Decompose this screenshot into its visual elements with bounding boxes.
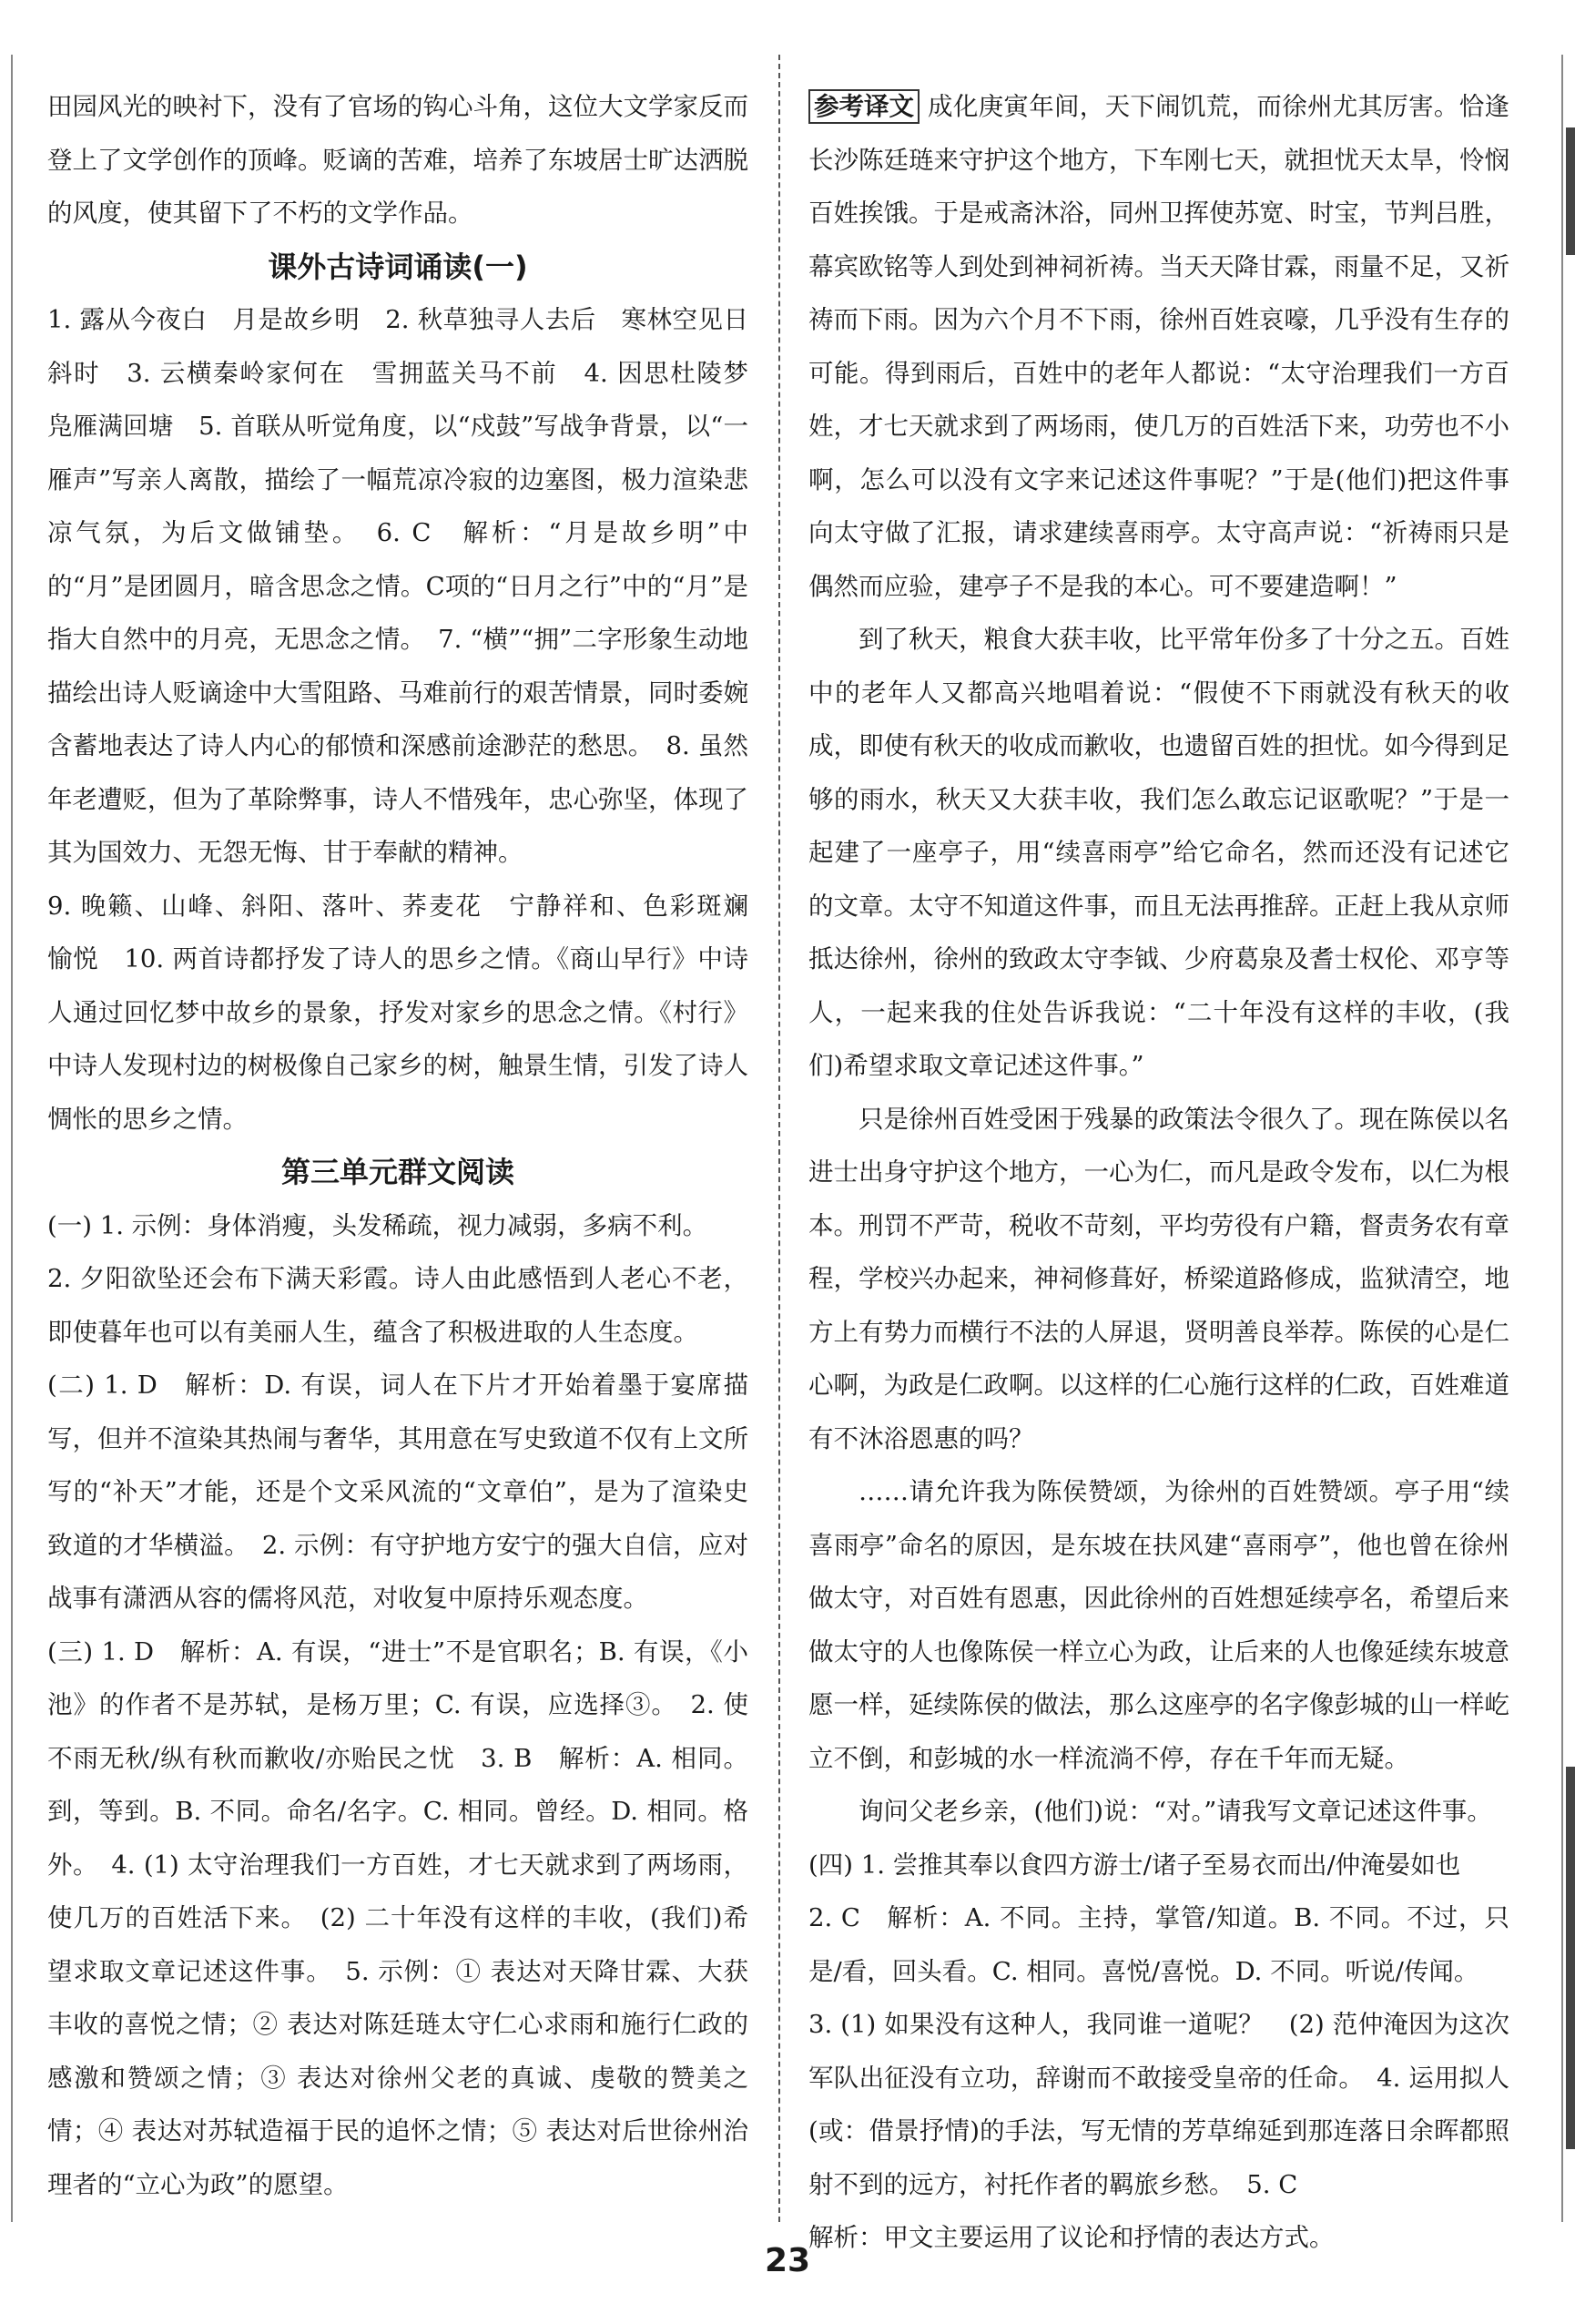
- right-column: [808, 80, 1509, 2265]
- right-part4-q3-5: 3. (1) 如果没有这种人，我同谁一道呢？ (2) 范仲淹因为这次军队出征没有立功，辞谢而不敢接受皇帝的任命。 4. 运用拟人(或：借景抒情)的手法，写无情的芳草绵延到那连落日余晖都照射不到的远方，衬托作者的羁旅乡愁。 5. C: [808, 2010, 1509, 2199]
- left-paragraph-part2: (二) 1. D 解析：D. 有误，词人在下片才开始着墨于宴席描写，但并不渲染其热闹与奢华，其用意在写史致道不仅有上文所写的“补天”才能，还是个文采风流的“文章伯”，是为了渲染史致道的才华横溢。 2. 示例：有守护地方安宁的强大自信，应对战事有潇洒从容的儒将风范，对收复中原持乐观态度。: [47, 1371, 748, 1613]
- left-paragraph-answers-9-10: 9. 晚籁、山峰、斜阳、落叶、荞麦花 宁静祥和、色彩斑斓 愉悦 10. 两首诗都抒发了诗人的思乡之情。《商山早行》中诗人通过回忆梦中故乡的景象，抒发对家乡的思念之情。《村行》中诗人发现村边的树极像自己家乡的树，触景生情，引发了诗人惆怅的思乡之情。: [47, 891, 774, 1134]
- section-title-poetry: 课外古诗词诵读(一): [268, 249, 528, 284]
- right-part4-q2: 2. C 解析：A. 不同。主持，掌管/知道。B. 不同。不过，只是/看，回头看。C. 相同。喜悦/喜悦。D. 不同。听说/传闻。: [808, 1903, 1509, 1986]
- edge-mark-top: [1566, 127, 1575, 255]
- right-part4-q1: (四) 1. 尝推其奉以食四方游士/诸子至易衣而出/仲淹晏如也: [808, 1850, 1461, 1880]
- right-translation-p5: 询问父老乡亲，(他们)说：“对。”请我写文章记述这件事。: [859, 1797, 1492, 1826]
- edge-mark-bottom: [1566, 1767, 1575, 2149]
- reference-translation-tag: 参考译文: [808, 89, 920, 124]
- left-paragraph-part1-q2: 2. 夕阳欲坠还会布下满天彩霞。诗人由此感悟到人老心不老，即使暮年也可以有美丽人生，蕴含了积极进取的人生态度。: [47, 1264, 748, 1347]
- right-translation-p1: [808, 80, 1509, 613]
- right-part4-analysis: 解析：甲文主要运用了议论和抒情的表达方式。: [808, 2223, 1335, 2252]
- section-title-unit3: 第三单元群文阅读: [280, 1155, 514, 1189]
- left-paragraph-intro: 田园风光的映衬下，没有了官场的钩心斗角，这位大文学家反而登上了文学创作的顶峰。贬谪的苦难，培养了东坡居士旷达洒脱的风度，使其留下了不朽的文学作品。: [47, 92, 748, 228]
- right-translation-p3: 只是徐州百姓受困于残暴的政策法令很久了。现在陈侯以名进士出身守护这个地方，一心为仁，而凡是政令发布，以仁为根本。刑罚不严苛，税收不苛刻，平均劳役有户籍，督责务农有章程，学校兴办起来，神祠修葺好，桥梁道路修成，监狱清空，地方上有势力而横行不法的人屏退，贤明善良举荐。陈侯的心是仁心啊，为政是仁政啊。以这样的仁心施行这样的仁政，百姓难道有不沐浴恩惠的吗？: [808, 1104, 1509, 1453]
- left-paragraph-answers-1-8: 1. 露从今夜白 月是故乡明 2. 秋草独寻人去后 寒林空见日斜时 3. 云横秦岭家何在 雪拥蓝关马不前 4. 因思杜陵梦 凫雁满回塘 5. 首联从听觉角度，以“戍鼓”写战争背景，以“一雁声”写亲人离散，描绘了一幅荒凉冷寂的边塞图，极力渲染悲凉气氛，为后文做铺垫。 6. C 解析：“月是故乡明”中的“月”是团圆月，暗含思念之情。C项的“日月之行”中的“月”是指大自然中的月亮，无思念之情。 7. “横”“拥”二字形象生动地描绘出诗人贬谪途中大雪阻路、马难前行的艰苦情景，同时委婉含蓄地表达了诗人内心的郁愤和深感前途渺茫的愁思。 8. 虽然年老遭贬，但为了革除弊事，诗人不惜残年，忠心弥坚，体现了其为国效力、无怨无悔、甘于奉献的精神。: [47, 305, 774, 867]
- left-page-rule: [11, 55, 13, 2222]
- right-translation-p4: ……请允许我为陈侯赞颂，为徐州的百姓赞颂。亭子用“续喜雨亭”命名的原因，是东坡在扶风建“喜雨亭”，他也曾在徐州做太守，对百姓有恩惠，因此徐州的百姓想延续亭名，希望后来做太守的人也像陈侯一样立心为政，让后来的人也像延续东坡意愿一样，延续陈侯的做法，那么这座亭的名字像彭城的山一样屹立不倒，和彭城的水一样流淌不停，存在千年而无疑。: [808, 1477, 1509, 1773]
- translation-text-1: 成化庚寅年间，天下闹饥荒，而徐州尤其厉害。恰逢长沙陈廷琏来守护这个地方，下车刚七天，就担忧天太旱，怜悯百姓挨饿。于是戒斋沐浴，同州卫挥使苏宽、时宝，节判吕胜，幕宾欧铭等人到处到神祠祈祷。当天天降甘霖，雨量不足，又祈祷而下雨。因为六个月不下雨，徐州百姓哀嚎，几乎没有生存的可能。得到雨后，百姓中的老年人都说：“太守治理我们一方百姓，才七天就求到了两场雨，使几万的百姓活下来，功劳也不小啊，怎么可以没有文字来记述这件事呢？”于是(他们)把这件事向太守做了汇报，请求建续喜雨亭。太守高声说：“祈祷雨只是偶然而应验，建亭子不是我的本心。可不要建造啊！”: [808, 92, 1510, 601]
- left-column: [47, 80, 774, 2211]
- left-paragraph-part1-q1: (一) 1. 示例：身体消瘦，头发稀疏，视力减弱，多病不利。: [47, 1210, 708, 1240]
- page-number: 23: [764, 2242, 811, 2279]
- column-divider: [778, 55, 780, 2222]
- left-paragraph-part3: (三) 1. D 解析：A. 有误，“进士”不是官职名；B. 有误，《小池》的作者不是苏轼，是杨万里；C. 有误，应选择③。 2. 使不雨无秋/纵有秋而歉收/亦贻民之忧 3. B 解析：A. 相同。到，等到。B. 不同。命名/名字。C. 相同。曾经。D. 相同。格外。 4. (1) 太守治理我们一方百姓，才七天就求到了两场雨，使几万的百姓活下来。 (2) 二十年没有这样的丰收，(我们)希望求取文章记述这件事。 5. 示例：① 表达对天降甘霖、大获丰收的喜悦之情；② 表达对陈廷琏太守仁心求雨和施行仁政的感激和赞颂之情；③ 表达对徐州父老的真诚、虔敬的赞美之情；④ 表达对苏轼造福于民的追怀之情；⑤ 表达对后世徐州治理者的“立心为政”的愿望。: [47, 1636, 748, 2199]
- right-page-rule: [1561, 55, 1563, 2222]
- right-translation-p2: 到了秋天，粮食大获丰收，比平常年份多了十分之五。百姓中的老年人又都高兴地唱着说：“假使不下雨就没有秋天的收成，即使有秋天的收成而歉收，也遗留百姓的担忧。如今得到足够的雨水，秋天又大获丰收，我们怎么敢忘记讴歌呢？”于是一起建了一座亭子，用“续喜雨亭”给它命名，然而还没有记述它的文章。太守不知道这件事，而且无法再推辞。正赶上我从京师抵达徐州，徐州的致政太守李钺、少府葛泉及耆士权伦、邓亨等人，一起来我的住处告诉我说：“二十年没有这样的丰收，(我们)希望求取文章记述这件事。”: [808, 625, 1509, 1080]
